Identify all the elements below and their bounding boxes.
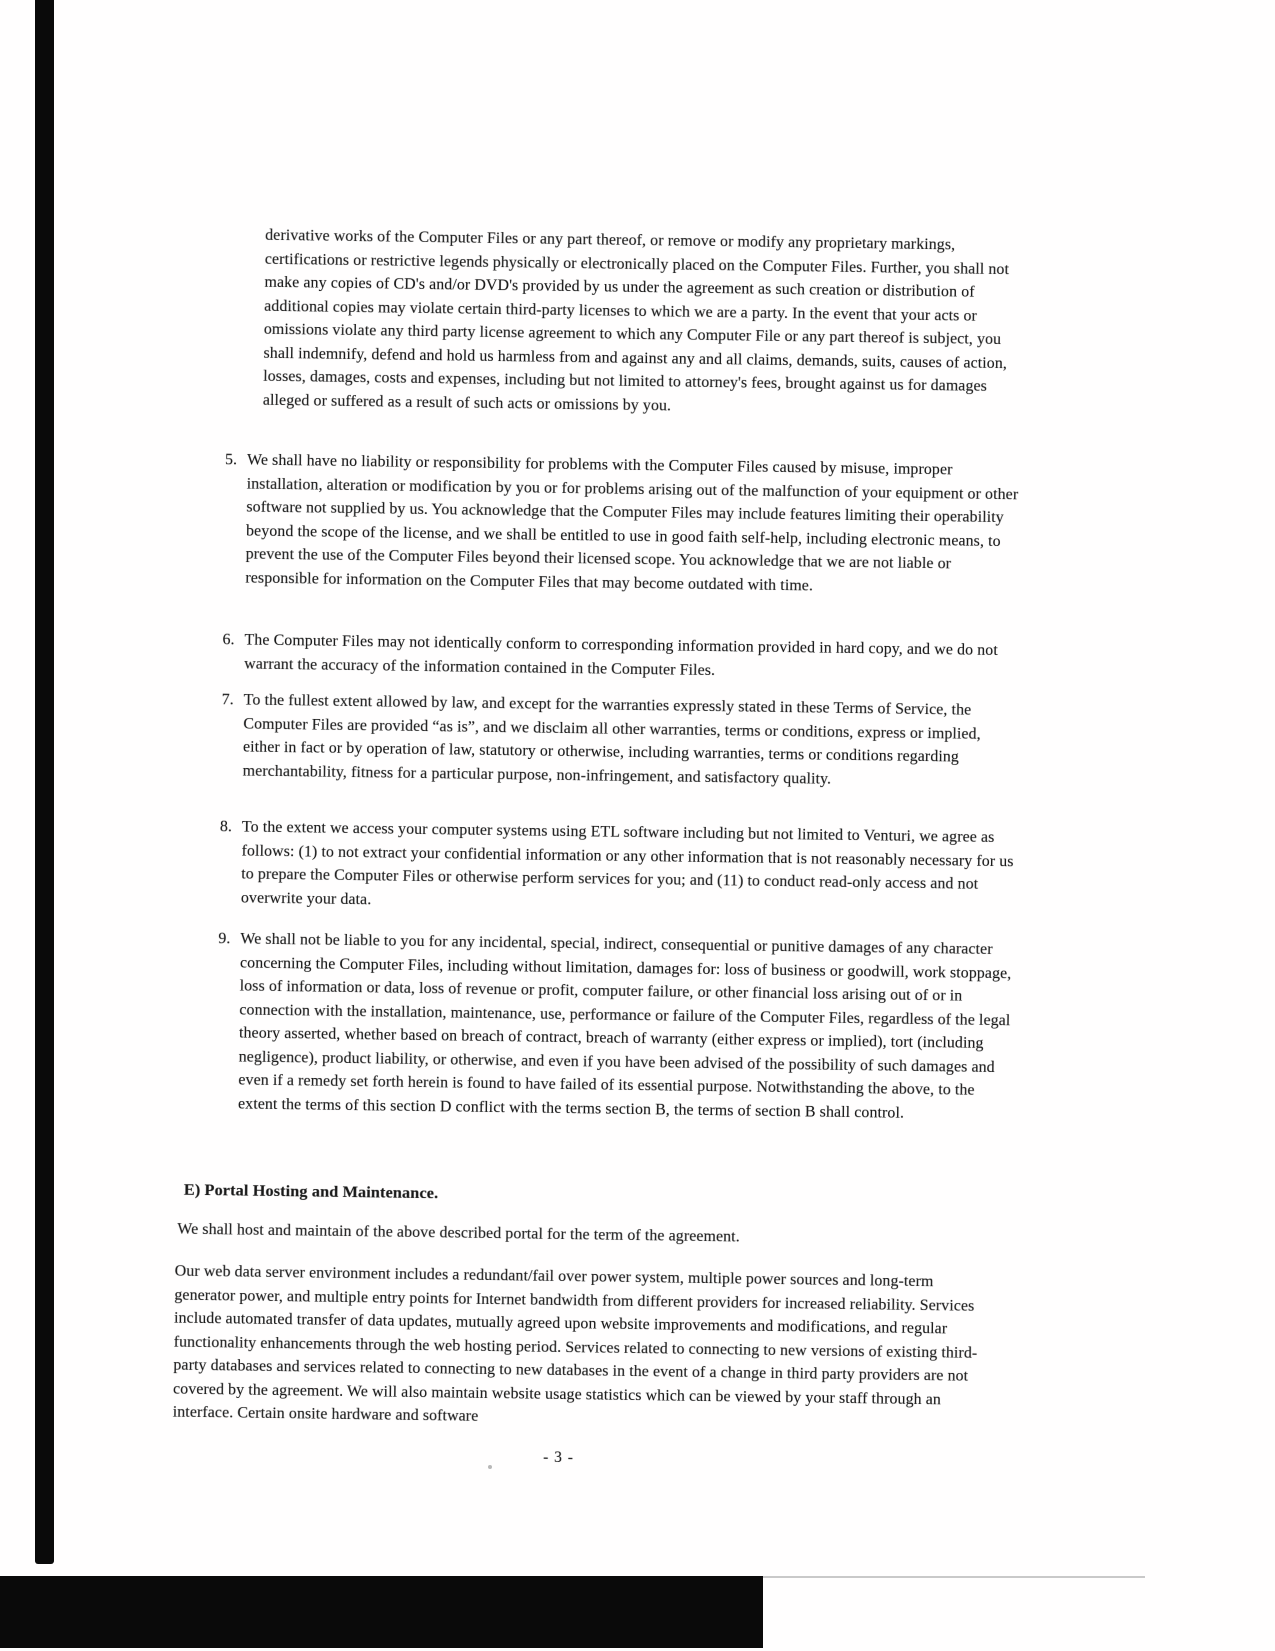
list-item-5 [223,448,1025,600]
item-text: To the fullest extent allowed by law, and except for the warranties expressly stated in these Terms of Service, the Computer Files are provided “as is”, and we disclaim all other warranties, terms or conditions, express or implied, either in fact or by operation of law, statutory or otherwise, including warranties, terms or conditions regarding merchantability, fitness for a particular purpose, non-infringement, and satisfactory quality. [242,691,981,788]
continuation-paragraph: derivative works of the Computer Files or any part thereof, or remove or modify any proprietary markings, certifications or restrictive legends physically or electronically placed on the Computer Files. Further, you shall not make any copies of CD's and/or DVD's provided by us under the agreement as such creation or distribution of additional copies may violate certain third-party licenses to which we are a party. In the event that your acts or omissions violate any third party license agreement to which any Computer File or any part thereof is subject, you shall indemnify, defend and hold us harmless from and against any and all claims, demands, suits, causes of action, losses, damages, costs and expenses, including but not limited to attorney's fees, brought against us for damages alleged or suffered as a result of such acts or omissions by you. [262,226,1010,414]
list-item-6 [222,628,1023,686]
item-text: We shall not be liable to you for any incidental, special, indirect, consequential or punitive damages of any character concerning the Computer Files, including without limitation, damages for: loss of business or goodwill, work stoppage, loss of information or data, loss of revenue or profit, computer failure, or other financial loss arising out of or in connection with the installation, maintenance, use, performance or failure of the Computer Files, regardless of the legal theory asserted, whether based on breach of contract, breach of warranty (either express or implied), tort (including negligence), product liability, or otherwise, and even if you have been advised of the possibility of such damages and even if a remedy set forth herein is found to have failed of its essential purpose. Notwithstanding the above, to the extent the terms of this section D conflict with the terms section B, the terms of section B shall control. [237,930,1012,1122]
item-text: The Computer Files may not identically conform to corresponding information provided in hard copy, and we do not warrant the accuracy of the information contained in the Computer Files. [244,631,998,679]
list-item-8 [219,815,1020,920]
body-paragraph-1: We shall host and maintain of the above described portal for the term of the agreement. [177,1220,740,1246]
list-item-9 [216,927,1019,1126]
body-paragraph-2: Our web data server environment includes a redundant/fail over power system, multiple power sources and long-term generator power, and multiple entry points for Internet bandwidth from different providers for increased reliability. Services include automated transfer of data updates, mutually agreed upon website improvements and modifications, and regular functionality enhancements through the web hosting period. Services related to connecting to new versions of existing third-party databases and services related to connecting to new databases in the event of a change in third party providers are not covered by the agreement. We will also maintain website usage statistics which can be viewed by your staff through an interface. Certain onsite hardware and software [172,1262,978,1425]
item-text: We shall have no liability or responsibility for problems with the Computer Files caused by misuse, improper installation, alteration or modification by you or for problems arising out of the malfunction of your equipment or other software not supplied by us. You acknowledge that the Computer Files may include features limiting their operability beyond the scope of the license, and we shall be entitled to use in good faith self-help, including electronic means, to prevent the use of the Computer Files beyond their licensed scope. You acknowledge that we are not liable or responsible for information on the Computer Files that may become outdated with time. [245,451,1019,594]
item-number: 8. [219,818,233,836]
scan-speck [488,1465,492,1469]
item-text: To the extent we access your computer systems using ETL software including but not limited to Venturi, we agree as follows: (1) to not extract your confidential information or any other information that is not reasonably necessary for us to prepare the Computer Files or otherwise perform services for you; and (11) to conduct read-only access and not overwrite your data. [240,818,1014,908]
item-number: 5. [224,451,238,469]
list-item-7 [221,688,1022,793]
scan-artifact-left-bar [35,0,54,1564]
item-number: 7. [221,691,234,709]
item-number: 6. [222,631,235,649]
section-heading: E) Portal Hosting and Maintenance. [183,1179,439,1203]
scan-artifact-bottom-bar [0,1576,763,1648]
scan-artifact-edge-line [763,1576,1145,1578]
item-number: 9. [218,930,231,948]
page-number: - 3 - [543,1448,575,1467]
